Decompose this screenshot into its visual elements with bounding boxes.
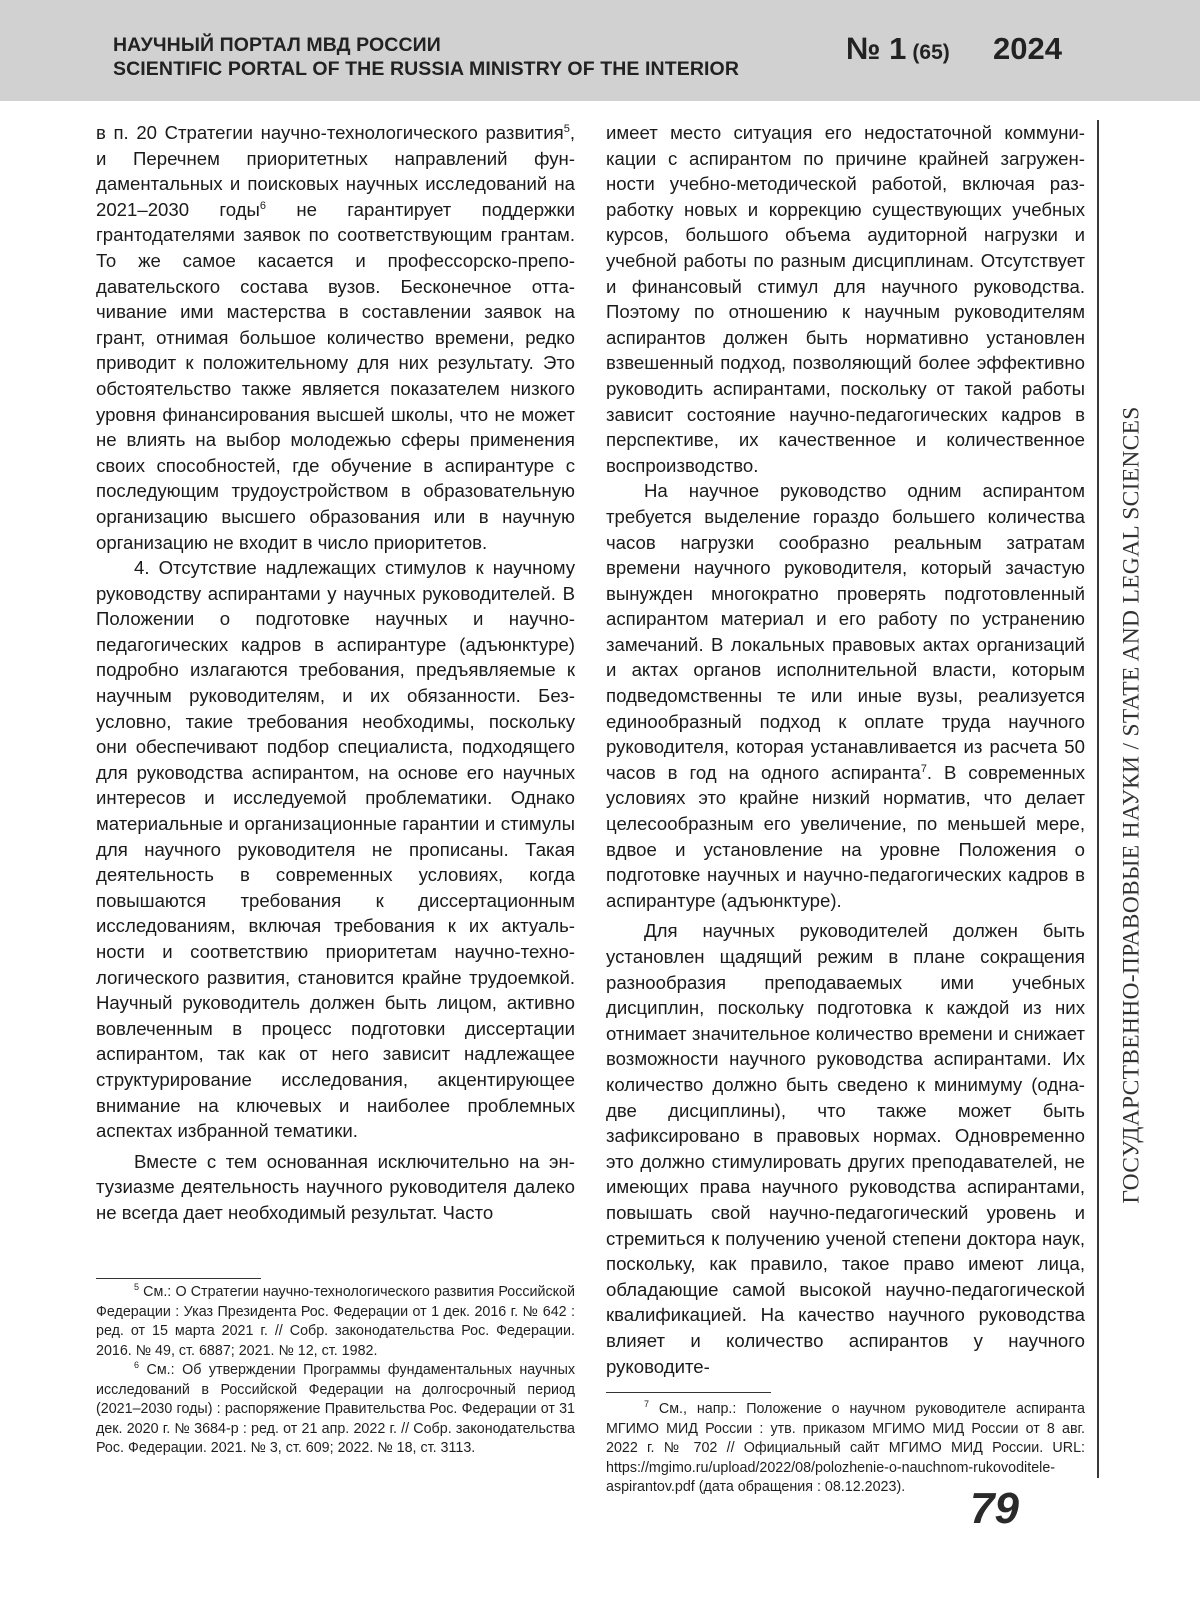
- left-column: [96, 120, 575, 1226]
- footnote-5: [96, 1283, 575, 1361]
- footnote-mark: 5: [134, 1282, 140, 1293]
- journal-title-ru: НАУЧНЫЙ ПОРТАЛ МВД РОССИИ: [113, 34, 441, 56]
- left-paragraph-2: 4. Отсутствие надлежащих стимулов к научному руководству аспирантами у научных руководителей. В Положении о подготовке научных и научно-педагогических кадров в аспирантуре (адъюнктуре) подробно излагаются требования, предъявляемые к научным руководителям, и их обязанности. Безусловно, такие требования необходимы, поскольку они обеспечивают подбор специалиста, подходящего для руководства аспирантом, на основе его научных интересов и исследуемой проблематики. Однако материальные и организационные гарантии и стимулы для научного руководителя не прописаны. Такая деятельность в современных условиях, когда повышаются требования к диссертационным исследованиям, включая требования к их актуальности и соответствию приоритетам научно-технологического развития, становится крайне трудоемкой. Научный руководитель должен быть лицом, активно вовлеченным в процесс подготовки диссертации аспирантом, так как от него зависит надлежащее структурирование исследования, акцентирующее внимание на ключевых и наиболее проблемных аспектах избранной тематики.: [96, 557, 575, 1142]
- text-run: в п. 20 Стратегии научно-технологического развития: [96, 122, 564, 143]
- text-run: На научное руководство одним аспирантом требуется выделение гораздо большего количества часов нагрузки сообразно реальным затратам времени научного руководителя, который зачастую вынужден многократно проверять подготовленный аспирантом материал и его работу по устранению замечаний. В локальных правовых актах организаций и актах органов исполнительной власти, которым подведомственны те или иные вузы, реализуется единообразный подход к оплате труда научного руководителя, которая устанавливается из расчета 50 часов в год на одного аспиранта: [606, 480, 1085, 783]
- issue-number: [846, 31, 950, 67]
- footnote-ref-7[interactable]: 7: [920, 762, 927, 775]
- footnote-ref-6[interactable]: 6: [259, 199, 267, 212]
- issue-overall: (65): [912, 41, 950, 64]
- footnote-text: См.: Об утверждении Программы фундаментальных научных исследований в Российской Федерации на долгосрочный период (2021–2030 годы) : распоряжение Правительства Рос. Федерации от 31 дек. 2020 г. № 3684-р : ред. от 21 апр. 2022 г. // Собр. законодательства Рос. Федерации. 2021. № 3, ст. 609; 2022. № 18, ст. 3113.: [96, 1362, 575, 1456]
- journal-title-en: SCIENTIFIC PORTAL OF THE RUSSIA MINISTRY OF THE INTERIOR: [113, 58, 740, 80]
- footnote-ref-5[interactable]: 5: [563, 122, 570, 135]
- footnote-7: [606, 1400, 1085, 1498]
- section-side-title: ГОСУДАРСТВЕННО-ПРАВОВЫЕ НАУКИ / STATE AND LEGAL SCIENCES: [1118, 406, 1145, 1204]
- text-run: , и Перечнем приоритетных направлений фундаментальных и поисковых научных исследований на 2021–2030 годы: [96, 122, 575, 220]
- footnote-mark: 7: [644, 1399, 650, 1410]
- footnote-text: См.: О Стратегии научно-технологического развития Российской Федерации : Указ Президента Рос. Федерации от 1 дек. 2016 г. № 642 : ред. от 15 марта 2021 г. // Собр. законодательства Рос. Федерации. 2016. № 49, ст. 6887; 2021. № 12, ст. 1982.: [96, 1284, 575, 1359]
- left-paragraph-1: [96, 120, 575, 555]
- side-divider-line: [1097, 120, 1099, 1478]
- text-run: не гарантирует поддержки грантодателями заявок по соответствующим грантам. То же самое касается и профессорско-преподавательского состава вузов. Бесконечное оттачивание ими мастерства в составлении заявок на грант, отнимая большое количество времени, редко приводит к положительному для них результату. Это обстоятельство также является показателем низкого уровня финансирования высшей школы, что не может не влиять на выбор молодежью сферы применения своих способностей, где обучение в аспирантуре с последующим трудоустройством в образовательную организацию высшего образования или в научную организацию не входит в число приоритетов.: [96, 198, 575, 553]
- footnote-divider-right: [606, 1392, 771, 1393]
- right-paragraph-3: Для научных руководителей должен быть установлен щадящий режим в плане сокращения разнообразия преподаваемых ими учебных дисциплин, поскольку подготовка к каждой из них отнимает значительное количество времени и снижает возможности научного руководства аспирантами. Их количество должно быть сведено к минимуму (одна-две дисциплины), что также может быть зафиксировано в правовых нормах. Одновременно это должно стимулировать других преподавателей, не имеющих права научного руководства аспирантами, повышать свой научно-педагогический уровень и стремиться к получению ученой степени доктора наук, поскольку, как правило, такое право имеют лица, обладающие самой высокой научно-педагогической квалификацией. На качество научного руководства влияет и количество аспирантов у научного руководите-: [606, 920, 1085, 1377]
- issue-year: 2024: [993, 31, 1062, 66]
- text-run: . В современных условиях это крайне низкий норматив, что делает целесообразным его увеличение, по меньшей мере, вдвое и установление на уровне Положения о подготовке научных и научно-педагогических кадров в аспирантуре (адъюнктуре).: [606, 761, 1085, 911]
- issue-num: № 1: [846, 31, 907, 66]
- right-paragraph-2: [606, 478, 1085, 913]
- footnotes-left: [96, 1283, 575, 1459]
- footnote-6: [96, 1361, 575, 1459]
- right-paragraph-1: имеет место ситуация его недостаточной коммуникации с аспирантом по причине крайней загруженности учебно-методической работой, включая разработку новых и коррекцию существующих учебных курсов, большого объема аудиторной нагрузки и учебной работы по разным дисциплинам. Отсутствует и финансовый стимул для научного руководства. Поэтому по отношению к научным руководителям аспирантов должен быть нормативно установлен взвешенный подход, позволяющий более эффективно руководить аспирантами, поскольку от такой работы зависит состояние научно-педагогических кадров в перспективе, их качественное и количественное воспроизводство.: [606, 122, 1085, 476]
- footnote-mark: 6: [134, 1360, 140, 1371]
- footnote-text: См., напр.: Положение о научном руководителе аспиранта МГИМО МИД России : утв. приказом МГИМО МИД России от 8 авг. 2022 г. № 702 // Официальный сайт МГИМО МИД России. URL: https://mgimo.ru/upload/2022/08/polozhenie-o-nauchnom-rukovoditele-aspirantov.pdf (дата обращения : 08.12.2023).: [606, 1401, 1085, 1495]
- footnotes-right: [606, 1400, 1085, 1498]
- footnote-divider-left: [96, 1278, 261, 1279]
- page-number: 79: [970, 1484, 1019, 1533]
- right-column: [606, 120, 1085, 1379]
- left-paragraph-3: Вместе с тем основанная исключительно на энтузиазме деятельность научного руководителя далеко не всегда дает необходимый результат. Часто: [96, 1150, 575, 1223]
